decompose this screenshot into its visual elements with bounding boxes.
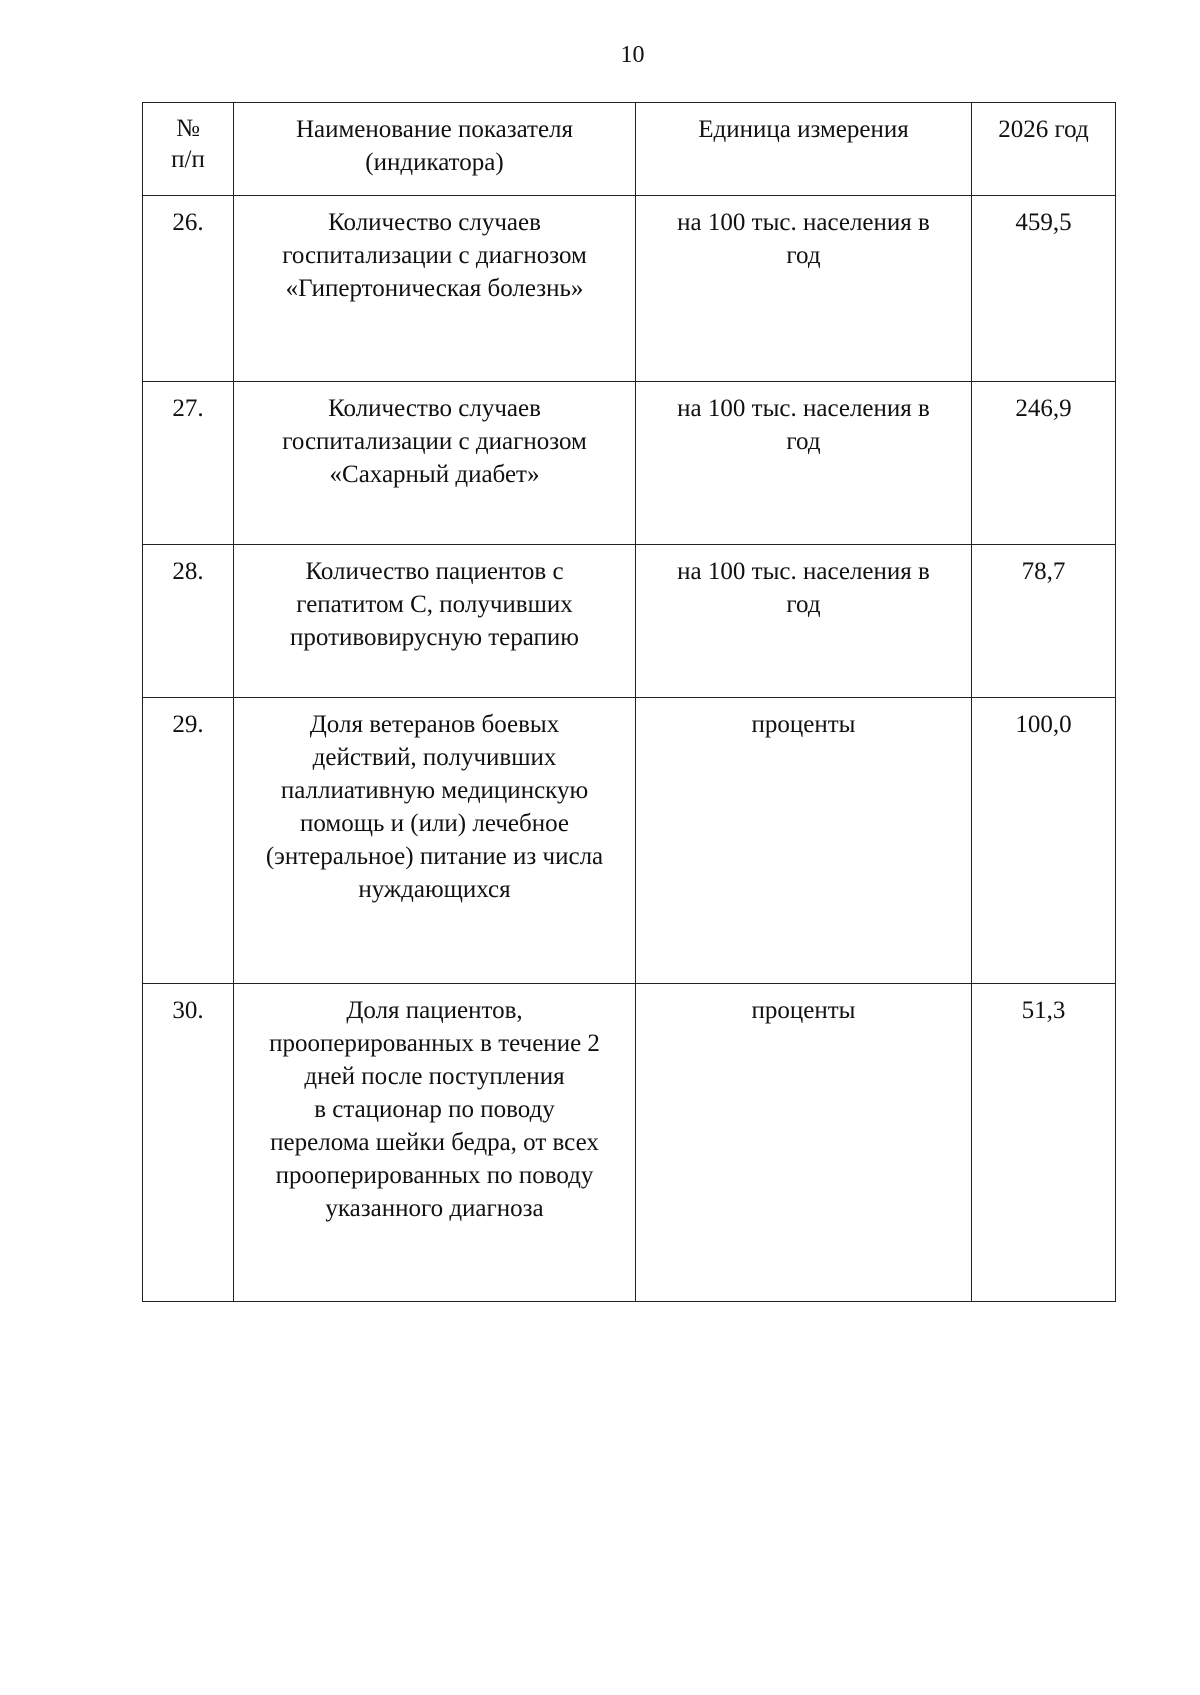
header-num: № п/п — [143, 103, 234, 196]
header-name: Наименование показателя (индикатора) — [234, 103, 636, 196]
header-year: 2026 год — [972, 103, 1116, 196]
indicator-value: 100,0 — [972, 698, 1116, 984]
table-header-row — [143, 103, 1116, 196]
indicator-value: 246,9 — [972, 382, 1116, 545]
table-row — [143, 698, 1116, 984]
indicator-value: 51,3 — [972, 984, 1116, 1302]
indicator-name: Количество пациентов с гепатитом С, получивших противовирусную терапию — [234, 545, 636, 698]
row-number: 27. — [143, 382, 234, 545]
table-row — [143, 545, 1116, 698]
indicator-name: Количество случаев госпитализации с диагнозом «Сахарный диабет» — [234, 382, 636, 545]
indicators-table — [142, 102, 1116, 1302]
indicator-name: Количество случаев госпитализации с диагнозом «Гипертоническая болезнь» — [234, 196, 636, 382]
page-number: 10 — [620, 42, 645, 68]
indicator-name: Доля ветеранов боевых действий, получивших паллиативную медицинскую помощь и (или) лечебное (энтеральное) питание из числа нуждающихся — [234, 698, 636, 984]
indicator-unit: на 100 тыс. населения в год — [636, 545, 972, 698]
indicator-value: 459,5 — [972, 196, 1116, 382]
indicator-name: Доля пациентов, прооперированных в течение 2 дней после поступления в стационар по поводу перелома шейки бедра, от всех прооперированных по поводу указанного диагноза — [234, 984, 636, 1302]
indicator-unit: на 100 тыс. населения в год — [636, 196, 972, 382]
table-row — [143, 382, 1116, 545]
row-number: 26. — [143, 196, 234, 382]
indicator-unit: проценты — [636, 698, 972, 984]
row-number: 28. — [143, 545, 234, 698]
indicator-unit: на 100 тыс. населения в год — [636, 382, 972, 545]
header-unit: Единица измерения — [636, 103, 972, 196]
row-number: 29. — [143, 698, 234, 984]
indicator-unit: проценты — [636, 984, 972, 1302]
table-row — [143, 984, 1116, 1302]
indicator-value: 78,7 — [972, 545, 1116, 698]
table-row — [143, 196, 1116, 382]
row-number: 30. — [143, 984, 234, 1302]
